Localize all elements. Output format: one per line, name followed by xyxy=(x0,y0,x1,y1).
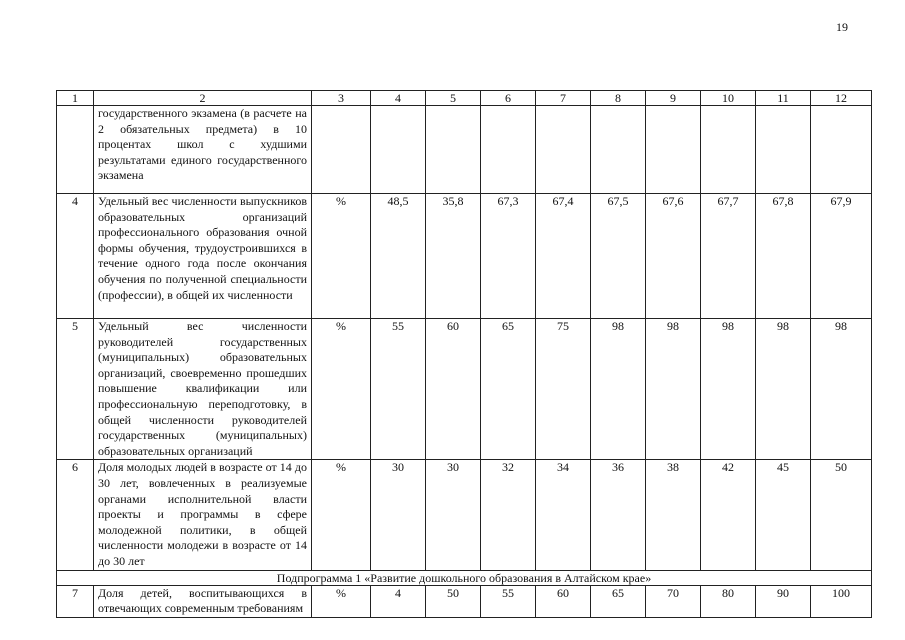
value-cell: 55 xyxy=(481,585,536,617)
value-cell: 50 xyxy=(426,585,481,617)
value-cell: 67,9 xyxy=(811,194,872,319)
value-cell: 45 xyxy=(756,460,811,570)
row-description: Доля детей, воспитывающихся в отвечающих современным требованиям xyxy=(94,585,312,617)
column-number-header xyxy=(57,91,872,106)
row-unit xyxy=(312,106,371,194)
value-cell: 50 xyxy=(811,460,872,570)
value-cell xyxy=(371,106,426,194)
value-cell: 36 xyxy=(591,460,646,570)
value-cell: 100 xyxy=(811,585,872,617)
table-row xyxy=(57,106,872,194)
header-cell: 6 xyxy=(481,91,536,106)
header-cell: 5 xyxy=(426,91,481,106)
value-cell: 67,8 xyxy=(756,194,811,319)
value-cell: 98 xyxy=(811,319,872,460)
table-row xyxy=(57,319,872,460)
value-cell: 98 xyxy=(701,319,756,460)
row-number: 6 xyxy=(57,460,94,570)
row-number: 5 xyxy=(57,319,94,460)
row-number: 4 xyxy=(57,194,94,319)
value-cell: 80 xyxy=(701,585,756,617)
row-description: государственного экзамена (в расчете на 2 обязательных предмета) в 10 процентах школ с худшими результатами единого государственного экзамена xyxy=(94,106,312,194)
value-cell xyxy=(701,106,756,194)
value-cell: 67,3 xyxy=(481,194,536,319)
value-cell: 98 xyxy=(591,319,646,460)
value-cell xyxy=(481,106,536,194)
value-cell: 30 xyxy=(371,460,426,570)
indicators-table xyxy=(56,90,872,618)
subprogram-title: Подпрограмма 1 «Развитие дошкольного образования в Алтайском крае» xyxy=(57,570,872,585)
header-cell: 3 xyxy=(312,91,371,106)
table-row xyxy=(57,460,872,570)
header-cell: 9 xyxy=(646,91,701,106)
header-cell: 11 xyxy=(756,91,811,106)
value-cell xyxy=(756,106,811,194)
value-cell: 32 xyxy=(481,460,536,570)
header-cell: 2 xyxy=(94,91,312,106)
value-cell xyxy=(536,106,591,194)
value-cell: 70 xyxy=(646,585,701,617)
value-cell: 90 xyxy=(756,585,811,617)
value-cell: 67,5 xyxy=(591,194,646,319)
value-cell: 67,7 xyxy=(701,194,756,319)
value-cell: 48,5 xyxy=(371,194,426,319)
value-cell: 98 xyxy=(756,319,811,460)
header-cell: 1 xyxy=(57,91,94,106)
value-cell xyxy=(646,106,701,194)
value-cell: 38 xyxy=(646,460,701,570)
row-unit: % xyxy=(312,194,371,319)
header-cell: 7 xyxy=(536,91,591,106)
row-description: Удельный вес численности руководителей государственных (муниципальных) образовательных организаций, своевременно прошедших повышение квалификации или профессиональную переподготовку, в общей численности руководителей государственных (муниципальных) образовательных организаций xyxy=(94,319,312,460)
table-row xyxy=(57,585,872,617)
value-cell: 67,4 xyxy=(536,194,591,319)
value-cell: 35,8 xyxy=(426,194,481,319)
row-number: 7 xyxy=(57,585,94,617)
value-cell: 60 xyxy=(536,585,591,617)
row-unit: % xyxy=(312,460,371,570)
value-cell xyxy=(811,106,872,194)
value-cell: 75 xyxy=(536,319,591,460)
row-number xyxy=(57,106,94,194)
value-cell: 34 xyxy=(536,460,591,570)
header-cell: 12 xyxy=(811,91,872,106)
header-cell: 8 xyxy=(591,91,646,106)
value-cell: 67,6 xyxy=(646,194,701,319)
row-description: Удельный вес численности выпускников образовательных организаций профессионального образования очной формы обучения, трудоустроившихся в течение одного года после окончания обучения по полученной специальности (профессии), в общей их численности xyxy=(94,194,312,319)
value-cell: 55 xyxy=(371,319,426,460)
table-row xyxy=(57,194,872,319)
value-cell: 60 xyxy=(426,319,481,460)
value-cell: 98 xyxy=(646,319,701,460)
value-cell: 65 xyxy=(481,319,536,460)
value-cell: 4 xyxy=(371,585,426,617)
value-cell: 30 xyxy=(426,460,481,570)
subprogram-row xyxy=(57,570,872,585)
value-cell: 42 xyxy=(701,460,756,570)
value-cell xyxy=(591,106,646,194)
header-cell: 10 xyxy=(701,91,756,106)
value-cell xyxy=(426,106,481,194)
value-cell: 65 xyxy=(591,585,646,617)
row-unit: % xyxy=(312,319,371,460)
header-cell: 4 xyxy=(371,91,426,106)
row-unit: % xyxy=(312,585,371,617)
row-description: Доля молодых людей в возрасте от 14 до 30 лет, вовлеченных в реализуемые органами исполнительной власти проекты и программы в сфере молодежной политики, в общей численности молодежи в возрасте от 14 до 30 лет xyxy=(94,460,312,570)
page-number: 19 xyxy=(836,20,848,34)
